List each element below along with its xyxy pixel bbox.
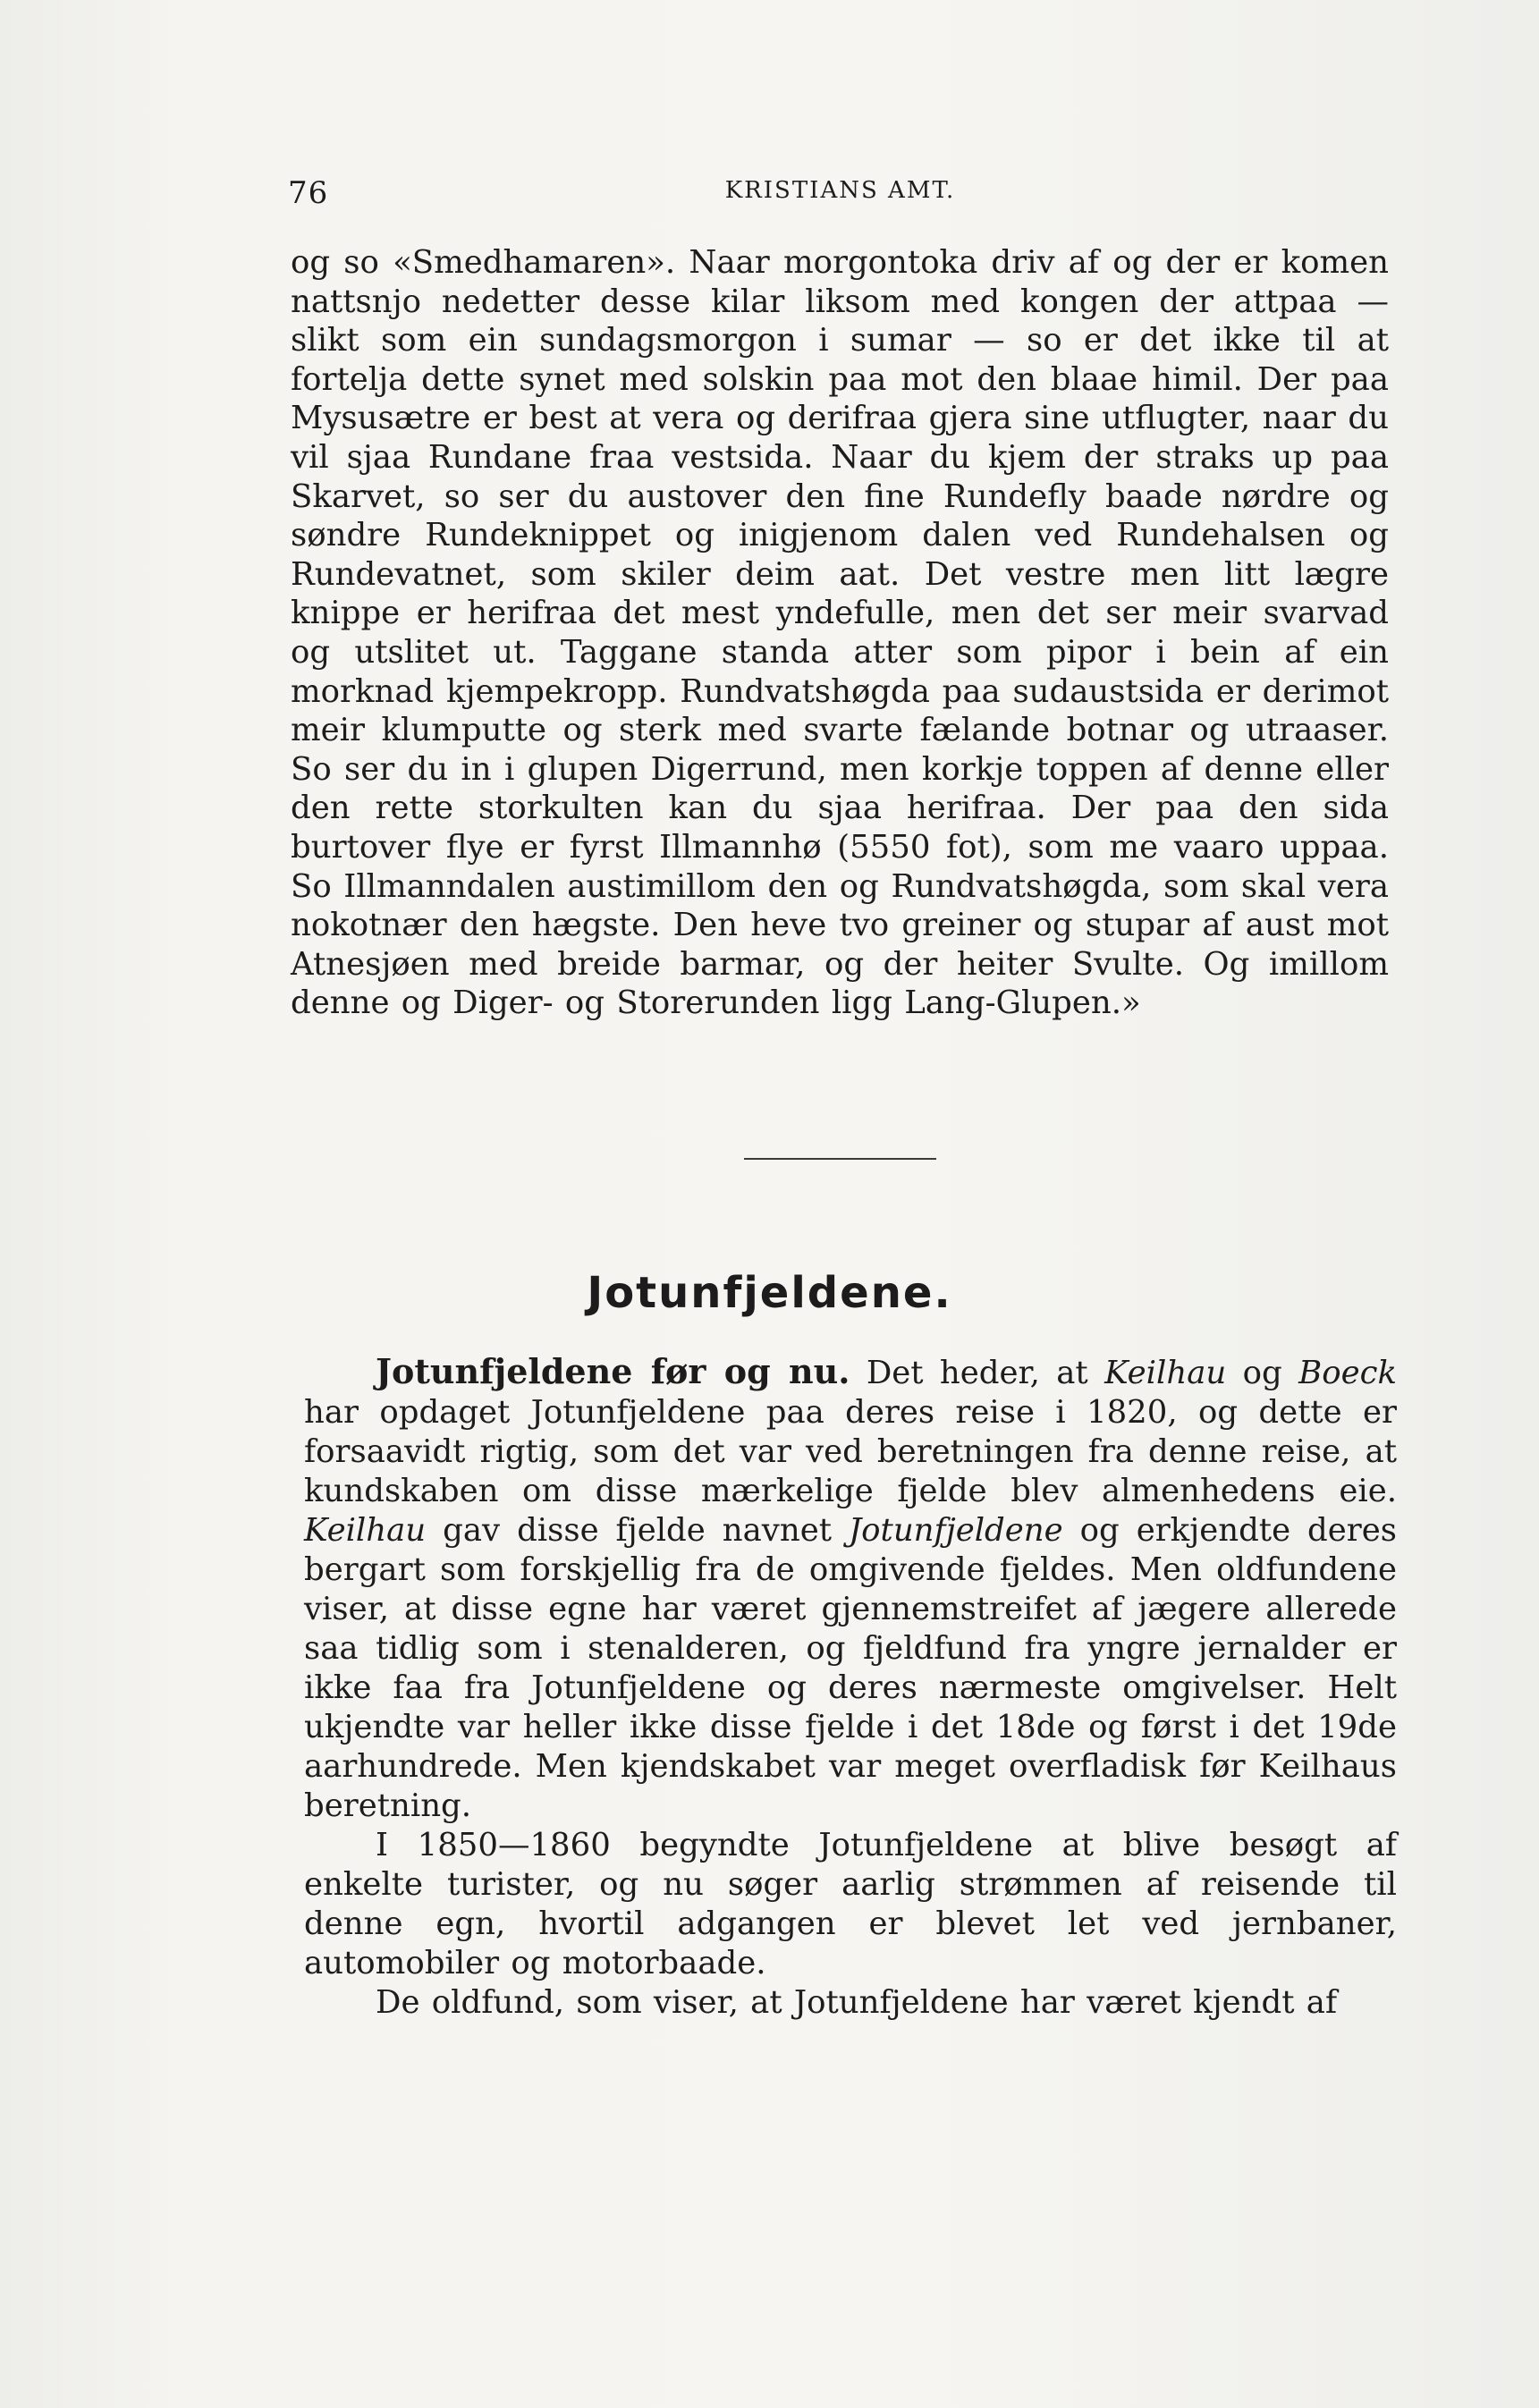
text-run: og erkjendte deres bergart som forskjellig fra de omgivende fjeldes. Men oldfundene viser, at disse egne har været gjennemstreifet af jægere allerede saa tidlig som i stenalderen, og fjeldfund fra yngre jernalder er ikke faa fra Jotunfjeldene og deres nærmeste omgivelser. Helt ukjendte var heller ikke disse fjelde i det 18de og først i det 19de aarhundrede. Men kjendskabet var meget overfladisk før Keilhaus beretning. [304,1512,1397,1824]
paragraph-1 [304,1352,1397,1826]
quote-section [291,243,1389,1023]
italic-name: Keilhau [304,1512,427,1549]
text-run: og [1242,1355,1282,1391]
italic-name: Jotunfjeldene [848,1512,1063,1549]
text-run: gav disse fjelde navnet [443,1512,832,1549]
text-run: har opdaget Jotunfjeldene paa deres reise i 1820, og dette er forsaavidt rigtig, som det var ved beretningen fra denne reise, at kundskaben om disse mærkelige fjelde blev almenhedens eie. [304,1394,1397,1509]
paragraph-subheading: Jotunfjeldene før og nu. [376,1351,850,1391]
page-header [288,170,1392,215]
text-run: Det heder, at [866,1355,1088,1391]
paragraph-2: I 1850—1860 begyndte Jotunfjeldene at blive besøgt af enkelte turister, og nu søger aarlig strømmen af reisende til denne egn, hvortil adgangen er blevet let ved jernbaner, automobiler og motorbaade. [304,1827,1397,1981]
page-number: 76 [288,175,329,211]
quote-paragraph: og so «Smedhamaren». Naar morgontoka driv af og der er komen nattsnjo nedetter desse kilar liksom med kongen der attpaa — slikt som ein sundagsmorgon i sumar — so er det ikke til at fortelja dette synet med solskin paa mot den blaae himil. Der paa Mysusætre er best at vera og derifraa gjera sine utflugter, naar du vil sjaa Rundane fraa vestsida. Naar du kjem der straks up paa Skarvet, so ser du austover den fine Rundefly baade nørdre og søndre Rundeknippet og inigjenom dalen ved Rundehalsen og Rundevatnet, som skiler deim aat. Det vestre men litt lægre knippe er herifraa det mest yndefulle, men det ser meir svarvad og utslitet ut. Taggane standa atter som pipor i bein af ein morknad kjempekropp. Rundvatshøgda paa sudaustsida er derimot meir klumputte og sterk med svarte fælande botnar og utraaser. So ser du in i glupen Digerrund, men korkje toppen af denne eller den rette storkulten kan du sjaa herifraa. Der paa den sida burtover flye er fyrst Illmannhø (5550 fot), som me vaaro uppaa. So Illmanndalen austimillom den og Rundvatshøgda, som skal vera nokotnær den hægste. Den heve tvo greiner og stupar af aust mot Atnesjøen med breide barmar, og der heiter Svulte. Og imillom denne og Diger- og Storerunden ligg Lang-Glupen.» [291,244,1389,1022]
section-body [304,1352,1397,2023]
section-title: Jotunfjeldene. [587,1268,952,1318]
italic-name: Boeck [1298,1355,1397,1391]
paragraph-3: De oldfund, som viser, at Jotunfjeldene har været kjendt af [376,1984,1338,2021]
running-head: KRISTIANS AMT. [724,177,956,204]
italic-name: Keilhau [1104,1355,1227,1391]
section-divider [744,1158,936,1160]
